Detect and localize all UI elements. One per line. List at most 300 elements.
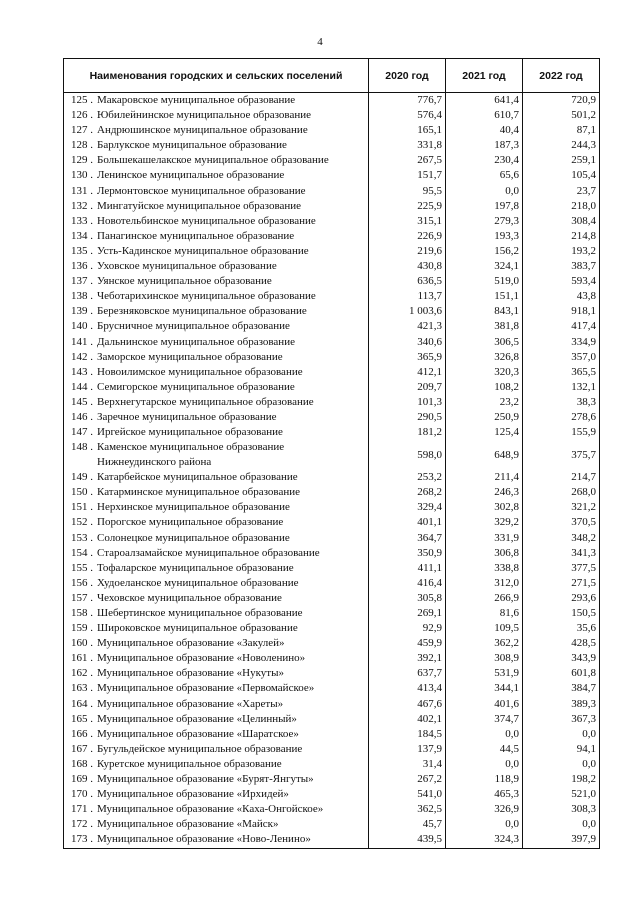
settlement-name-cell (64, 832, 369, 848)
settlement-name-cell (64, 772, 369, 787)
value-2020: 290,5 (369, 410, 446, 425)
row-number: 137 . (71, 275, 93, 288)
settlement-name-cell (64, 184, 369, 199)
value-2022: 397,9 (523, 832, 600, 848)
value-2021: 329,2 (446, 515, 523, 530)
value-2021: 250,9 (446, 410, 523, 425)
value-2022: 214,7 (523, 470, 600, 485)
row-number: 162 . (71, 667, 93, 680)
value-2021: 108,2 (446, 380, 523, 395)
table-row (64, 787, 600, 802)
settlement-name: Бугульдейское муниципальное образование (97, 742, 303, 755)
value-2020: 226,9 (369, 229, 446, 244)
value-2021: 44,5 (446, 742, 523, 757)
settlement-name: Нерхинское муниципальное образование (97, 501, 290, 514)
row-number: 159 . (71, 622, 93, 635)
value-2020: 364,7 (369, 531, 446, 546)
table-row (64, 184, 600, 199)
value-2020: 576,4 (369, 108, 446, 123)
row-number: 146 . (71, 410, 93, 423)
settlements-table (63, 58, 600, 849)
row-number: 144 . (71, 380, 93, 393)
value-2020: 439,5 (369, 832, 446, 848)
table-row (64, 470, 600, 485)
value-2020: 1 003,6 (369, 304, 446, 319)
value-2021: 326,8 (446, 350, 523, 365)
column-header-name: Наименования городских и сельских поселений (64, 59, 369, 93)
settlement-name: Муниципальное образование «Хареты» (97, 697, 284, 710)
value-2021: 324,1 (446, 259, 523, 274)
row-number: 140 . (71, 320, 93, 333)
settlement-name: Муниципальное образование «Бурят-Янгуты» (97, 773, 314, 786)
settlement-name-cell (64, 636, 369, 651)
settlement-name-cell (64, 244, 369, 259)
value-2021: 306,5 (446, 335, 523, 350)
settlement-name: Катарбейское муниципальное образование (97, 471, 298, 484)
value-2022: 308,3 (523, 802, 600, 817)
settlement-name: Уянское муниципальное образование (97, 275, 272, 288)
value-2021: 187,3 (446, 138, 523, 153)
value-2021: 306,8 (446, 546, 523, 561)
value-2021: 279,3 (446, 214, 523, 229)
row-number: 166 . (71, 727, 93, 740)
value-2022: 348,2 (523, 531, 600, 546)
value-2020: 151,7 (369, 168, 446, 183)
row-number: 130 . (71, 169, 93, 182)
row-number: 164 . (71, 697, 93, 710)
value-2022: 417,4 (523, 319, 600, 334)
value-2020: 101,3 (369, 395, 446, 410)
settlement-name: Муниципальное образование «Первомайское» (97, 682, 315, 695)
value-2022: 293,6 (523, 591, 600, 606)
table-row (64, 199, 600, 214)
row-number: 161 . (71, 652, 93, 665)
settlement-name-cell (64, 546, 369, 561)
column-header-2020: 2020 год (369, 59, 446, 93)
row-number: 145 . (71, 395, 93, 408)
table-row (64, 380, 600, 395)
table-row (64, 168, 600, 183)
settlement-name-cell (64, 229, 369, 244)
value-2022: 377,5 (523, 561, 600, 576)
row-number: 141 . (71, 335, 93, 348)
settlement-name: Заречное муниципальное образование (97, 410, 277, 423)
settlement-name: Новоилимское муниципальное образование (97, 365, 303, 378)
value-2022: 375,7 (523, 440, 600, 470)
row-number: 150 . (71, 486, 93, 499)
value-2020: 413,4 (369, 681, 446, 696)
table-row (64, 531, 600, 546)
settlement-name-cell (64, 576, 369, 591)
settlement-name: Усть-Кадинское муниципальное образование (97, 244, 309, 257)
value-2022: 383,7 (523, 259, 600, 274)
value-2020: 340,6 (369, 335, 446, 350)
table-row (64, 319, 600, 334)
row-number: 165 . (71, 712, 93, 725)
settlement-name: Тофаларское муниципальное образование (97, 561, 294, 574)
settlement-name: Порогское муниципальное образование (97, 516, 284, 529)
row-number: 148 . (71, 441, 93, 454)
settlement-name: Муниципальное образование «Новоленино» (97, 652, 306, 665)
table-row (64, 365, 600, 380)
value-2020: 165,1 (369, 123, 446, 138)
settlement-name-cell (64, 757, 369, 772)
value-2022: 334,9 (523, 335, 600, 350)
value-2022: 0,0 (523, 817, 600, 832)
value-2022: 343,9 (523, 651, 600, 666)
settlement-name-cell (64, 138, 369, 153)
value-2020: 113,7 (369, 289, 446, 304)
value-2020: 459,9 (369, 636, 446, 651)
table-row (64, 153, 600, 168)
value-2020: 416,4 (369, 576, 446, 591)
value-2022: 593,4 (523, 274, 600, 289)
row-number: 155 . (71, 561, 93, 574)
table-row (64, 606, 600, 621)
settlement-name-cell (64, 531, 369, 546)
value-2020: 350,9 (369, 546, 446, 561)
table-row (64, 244, 600, 259)
value-2022: 94,1 (523, 742, 600, 757)
settlement-name-cell (64, 712, 369, 727)
settlement-name-cell (64, 591, 369, 606)
row-number: 149 . (71, 471, 93, 484)
settlement-name: Андрюшинское муниципальное образование (97, 124, 308, 137)
settlement-name-cell (64, 259, 369, 274)
settlement-name-cell (64, 440, 369, 470)
settlement-name: Ленинское муниципальное образование (97, 169, 285, 182)
value-2020: 365,9 (369, 350, 446, 365)
table-row (64, 425, 600, 440)
row-number: 153 . (71, 531, 93, 544)
settlement-name: Уховское муниципальное образование (97, 260, 277, 273)
table-row (64, 289, 600, 304)
value-2021: 0,0 (446, 817, 523, 832)
settlement-name-cell (64, 274, 369, 289)
value-2022: 428,5 (523, 636, 600, 651)
value-2020: 412,1 (369, 365, 446, 380)
value-2020: 430,8 (369, 259, 446, 274)
settlement-name-continued: Нижнеудинского района (97, 456, 212, 469)
value-2021: 610,7 (446, 108, 523, 123)
settlement-name-cell (64, 651, 369, 666)
settlement-name-cell (64, 606, 369, 621)
row-number: 158 . (71, 607, 93, 619)
settlement-name: Куретское муниципальное образование (97, 757, 282, 770)
value-2021: 338,8 (446, 561, 523, 576)
settlement-name: Верхнегутарское муниципальное образование (97, 395, 314, 408)
settlement-name-cell (64, 817, 369, 832)
value-2022: 321,2 (523, 500, 600, 515)
value-2022: 150,5 (523, 606, 600, 621)
row-number: 167 . (71, 742, 93, 755)
value-2020: 401,1 (369, 515, 446, 530)
value-2022: 23,7 (523, 184, 600, 199)
value-2020: 315,1 (369, 214, 446, 229)
value-2022: 38,3 (523, 395, 600, 410)
value-2020: 268,2 (369, 485, 446, 500)
value-2022: 357,0 (523, 350, 600, 365)
value-2021: 326,9 (446, 802, 523, 817)
settlement-name-cell (64, 319, 369, 334)
settlement-name: Семигорское муниципальное образование (97, 380, 295, 393)
settlement-name-cell (64, 380, 369, 395)
row-number: 129 . (71, 154, 93, 167)
row-number: 160 . (71, 637, 93, 650)
value-2022: 105,4 (523, 168, 600, 183)
row-number: 171 . (71, 803, 93, 816)
value-2020: 329,4 (369, 500, 446, 515)
settlement-name-cell (64, 93, 369, 109)
value-2022: 198,2 (523, 772, 600, 787)
settlement-name: Каменское муниципальное образование (97, 441, 285, 454)
settlement-name: Березняковское муниципальное образование (97, 305, 307, 318)
settlement-name-cell (64, 697, 369, 712)
value-2020: 209,7 (369, 380, 446, 395)
settlement-name: Муниципальное образование «Шаратское» (97, 727, 299, 740)
table-row (64, 832, 600, 848)
settlement-name: Мингатуйское муниципальное образование (97, 199, 302, 212)
value-2020: 31,4 (369, 757, 446, 772)
table-row (64, 108, 600, 123)
row-number: 169 . (71, 773, 93, 786)
table-row (64, 515, 600, 530)
value-2021: 0,0 (446, 727, 523, 742)
row-number: 170 . (71, 788, 93, 801)
row-number: 151 . (71, 501, 93, 514)
value-2021: 531,9 (446, 666, 523, 681)
value-2020: 45,7 (369, 817, 446, 832)
value-2020: 392,1 (369, 651, 446, 666)
row-number: 126 . (71, 109, 93, 122)
value-2020: 253,2 (369, 470, 446, 485)
settlement-name: Чеботарихинское муниципальное образование (97, 290, 316, 303)
value-2021: 81,6 (446, 606, 523, 621)
value-2021: 125,4 (446, 425, 523, 440)
settlement-name-cell (64, 199, 369, 214)
value-2021: 40,4 (446, 123, 523, 138)
table-row (64, 440, 600, 470)
value-2022: 278,6 (523, 410, 600, 425)
table-row (64, 410, 600, 425)
settlement-name: Чеховское муниципальное образование (97, 591, 282, 604)
table-row (64, 651, 600, 666)
row-number: 138 . (71, 290, 93, 303)
settlement-name-cell (64, 335, 369, 350)
table-row (64, 742, 600, 757)
table-row (64, 681, 600, 696)
value-2021: 118,9 (446, 772, 523, 787)
value-2020: 305,8 (369, 591, 446, 606)
value-2020: 181,2 (369, 425, 446, 440)
value-2020: 331,8 (369, 138, 446, 153)
settlement-name: Солонецкое муниципальное образование (97, 531, 290, 544)
value-2021: 23,2 (446, 395, 523, 410)
value-2022: 370,5 (523, 515, 600, 530)
settlement-name: Заморское муниципальное образование (97, 350, 283, 363)
settlement-name-cell (64, 289, 369, 304)
table-header-row (64, 59, 600, 93)
value-2021: 230,4 (446, 153, 523, 168)
table-row (64, 259, 600, 274)
value-2021: 211,4 (446, 470, 523, 485)
settlement-name: Иргейское муниципальное образование (97, 426, 283, 439)
value-2020: 269,1 (369, 606, 446, 621)
table-row (64, 697, 600, 712)
settlement-name: Лермонтовское муниципальное образование (97, 184, 306, 197)
value-2022: 601,8 (523, 666, 600, 681)
settlement-name: Муниципальное образование «Ирхидей» (97, 788, 289, 801)
row-number: 136 . (71, 260, 93, 273)
row-number: 127 . (71, 124, 93, 137)
row-number: 125 . (71, 94, 93, 106)
settlement-name: Макаровское муниципальное образование (97, 94, 296, 106)
settlement-name-cell (64, 515, 369, 530)
table-row (64, 304, 600, 319)
value-2020: 95,5 (369, 184, 446, 199)
value-2021: 246,3 (446, 485, 523, 500)
value-2022: 341,3 (523, 546, 600, 561)
value-2021: 266,9 (446, 591, 523, 606)
table-row (64, 93, 600, 109)
settlement-name-cell (64, 681, 369, 696)
settlement-name-cell (64, 425, 369, 440)
value-2020: 467,6 (369, 697, 446, 712)
settlement-name-cell (64, 214, 369, 229)
settlement-name-cell (64, 168, 369, 183)
settlement-name: Новотельбинское муниципальное образование (97, 214, 316, 227)
value-2022: 268,0 (523, 485, 600, 500)
settlement-name: Панагинское муниципальное образование (97, 229, 295, 242)
value-2020: 421,3 (369, 319, 446, 334)
settlement-name-cell (64, 666, 369, 681)
settlement-name-cell (64, 485, 369, 500)
settlement-name-cell (64, 395, 369, 410)
settlement-name: Муниципальное образование «Закулей» (97, 637, 285, 650)
table-row (64, 485, 600, 500)
row-number: 132 . (71, 199, 93, 212)
table-row (64, 395, 600, 410)
row-number: 172 . (71, 818, 93, 831)
row-number: 156 . (71, 576, 93, 589)
value-2020: 598,0 (369, 440, 446, 470)
settlement-name: Муниципальное образование «Каха-Онгойское» (97, 803, 324, 816)
value-2020: 636,5 (369, 274, 446, 289)
value-2020: 225,9 (369, 199, 446, 214)
value-2021: 324,3 (446, 832, 523, 848)
value-2021: 648,9 (446, 440, 523, 470)
value-2022: 367,3 (523, 712, 600, 727)
value-2021: 0,0 (446, 184, 523, 199)
table-row (64, 772, 600, 787)
value-2021: 0,0 (446, 757, 523, 772)
settlement-name-cell (64, 621, 369, 636)
value-2021: 65,6 (446, 168, 523, 183)
value-2022: 132,1 (523, 380, 600, 395)
settlement-name-cell (64, 787, 369, 802)
row-number: 131 . (71, 184, 93, 197)
row-number: 134 . (71, 229, 93, 242)
value-2022: 214,8 (523, 229, 600, 244)
row-number: 143 . (71, 365, 93, 378)
settlement-name: Муниципальное образование «Ново-Ленино» (97, 833, 311, 846)
settlement-name-cell (64, 742, 369, 757)
value-2022: 918,1 (523, 304, 600, 319)
value-2021: 641,4 (446, 93, 523, 109)
table-row (64, 666, 600, 681)
table-row (64, 576, 600, 591)
settlement-name-cell (64, 350, 369, 365)
settlement-name-cell (64, 153, 369, 168)
value-2022: 521,0 (523, 787, 600, 802)
settlement-name: Большекашелакское муниципальное образование (97, 154, 329, 167)
settlement-name-cell (64, 561, 369, 576)
value-2020: 92,9 (369, 621, 446, 636)
settlement-name-cell (64, 802, 369, 817)
table-row (64, 591, 600, 606)
value-2021: 151,1 (446, 289, 523, 304)
row-number: 147 . (71, 426, 93, 439)
table-body (64, 93, 600, 849)
value-2022: 35,6 (523, 621, 600, 636)
value-2021: 362,2 (446, 636, 523, 651)
value-2020: 362,5 (369, 802, 446, 817)
value-2022: 155,9 (523, 425, 600, 440)
settlement-name: Брусничное муниципальное образование (97, 320, 290, 333)
value-2022: 244,3 (523, 138, 600, 153)
column-header-2022: 2022 год (523, 59, 600, 93)
value-2021: 374,7 (446, 712, 523, 727)
settlement-name: Юбилейнинское муниципальное образование (97, 109, 312, 122)
table-row (64, 757, 600, 772)
value-2021: 302,8 (446, 500, 523, 515)
value-2022: 193,2 (523, 244, 600, 259)
value-2020: 219,6 (369, 244, 446, 259)
settlement-name-cell (64, 123, 369, 138)
column-header-2021: 2021 год (446, 59, 523, 93)
row-number: 135 . (71, 244, 93, 257)
value-2020: 267,2 (369, 772, 446, 787)
table-row (64, 802, 600, 817)
value-2021: 465,3 (446, 787, 523, 802)
value-2021: 519,0 (446, 274, 523, 289)
table-row (64, 621, 600, 636)
settlement-name: Муниципальное образование «Нукуты» (97, 667, 285, 680)
settlement-name: Катарминское муниципальное образование (97, 486, 300, 499)
table-row (64, 274, 600, 289)
value-2022: 389,3 (523, 697, 600, 712)
table-row (64, 214, 600, 229)
value-2021: 843,1 (446, 304, 523, 319)
value-2021: 344,1 (446, 681, 523, 696)
row-number: 154 . (71, 546, 93, 559)
value-2021: 331,9 (446, 531, 523, 546)
table-row (64, 561, 600, 576)
table-row (64, 546, 600, 561)
settlement-name: Барлукское муниципальное образование (97, 139, 287, 152)
settlement-name-cell (64, 470, 369, 485)
value-2020: 267,5 (369, 153, 446, 168)
value-2020: 541,0 (369, 787, 446, 802)
value-2022: 365,5 (523, 365, 600, 380)
settlement-name: Муниципальное образование «Майск» (97, 818, 279, 831)
settlement-name-cell (64, 108, 369, 123)
value-2021: 197,8 (446, 199, 523, 214)
value-2022: 271,5 (523, 576, 600, 591)
value-2021: 401,6 (446, 697, 523, 712)
page-number: 4 (317, 36, 323, 48)
row-number: 133 . (71, 214, 93, 227)
